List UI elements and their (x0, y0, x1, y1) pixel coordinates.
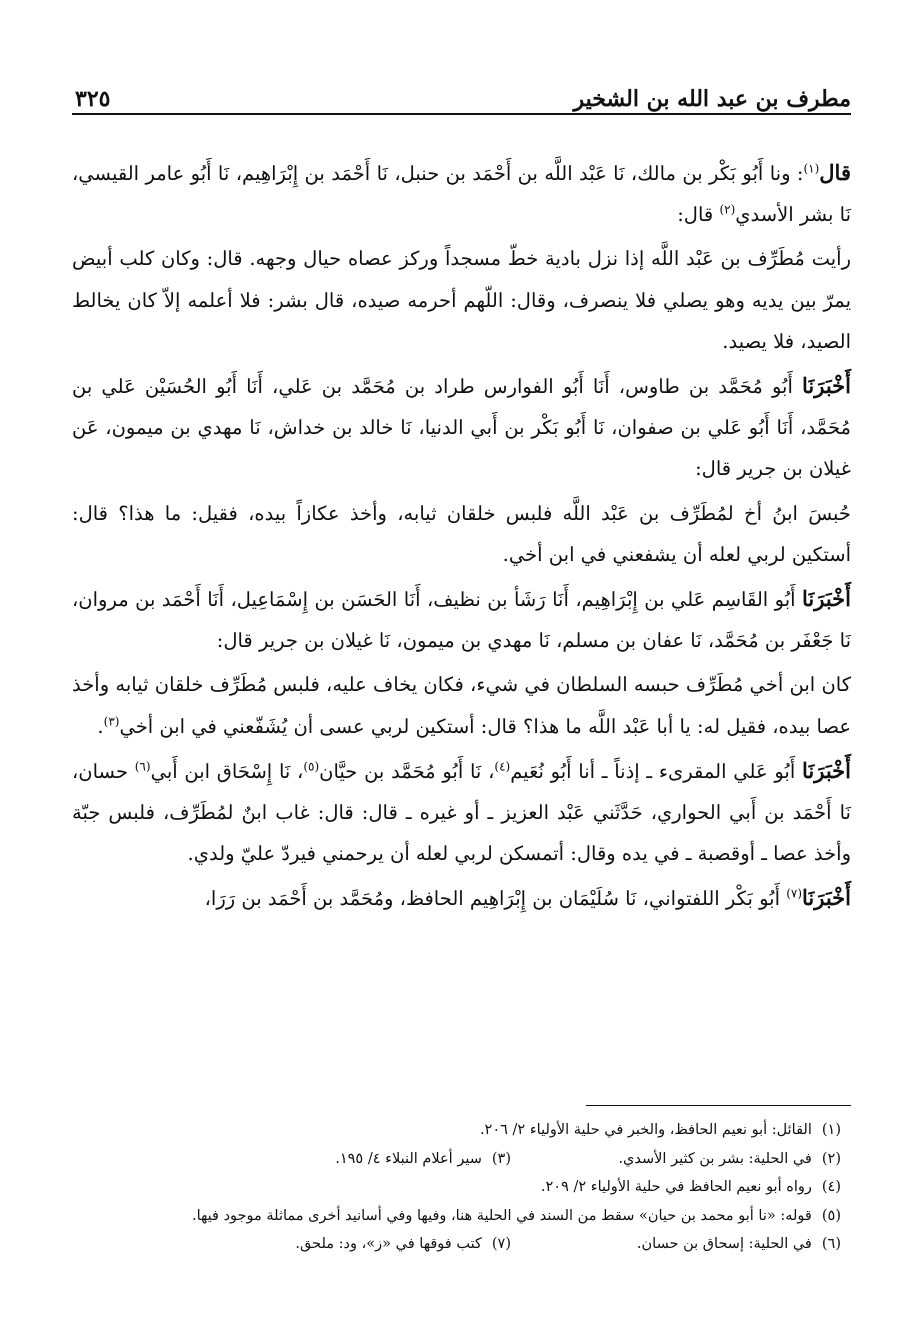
paragraph-7-text-c: ، نَا إِسْحَاق ابن أَبي (150, 759, 304, 783)
footnote-text: رواه أبو نعيم الحافظ في حلية الأولياء ٢/ ٢٠٩. (540, 1179, 812, 1195)
keyword-akhbarana: أَخْبَرَنَا (801, 757, 851, 783)
paragraph-7-text-b: ، نَا أَبُو مُحَمَّد بن حيَّان (319, 759, 495, 783)
footnote-7 (295, 1230, 511, 1259)
footnote-number: (٧) (491, 1236, 511, 1252)
footnote-rule (586, 1105, 851, 1106)
footnote-text: في الحلية: إسحاق بن حسان. (636, 1236, 812, 1252)
footnote-number: (٤) (821, 1179, 841, 1195)
keyword-akhbarana: أَخْبَرَنَا (802, 586, 851, 612)
footnote-number: (٦) (821, 1236, 841, 1252)
running-title: مطرف بن عبد الله بن الشخير (573, 86, 851, 112)
footnote-text: كتب فوقها في «ز»، ود: ملحق. (295, 1236, 482, 1252)
footnote-number: (٥) (821, 1207, 841, 1224)
paragraph-5 (72, 578, 851, 661)
footnote-row (72, 1202, 841, 1231)
paragraph-2: رأيت مُطَرِّف بن عَبْد اللَّه إذا نزل بادية خطّ مسجداً وركز عصاه حيال وجهه. قال: وكان كلب أبيض يمرّ بين يديه وهو يصلي فلا ينصرف، وقال: اللّهم أحرمه صيده، قال بشر: فلا أعلمه إلاّ كان يخالط الصيد، فلا يصيد. (72, 247, 851, 353)
paragraph-7-text-a: أَبُو عَلي المقرىء ـ إذناً ـ أنا أَبُو نُعَيم (510, 759, 802, 783)
keyword-akhbarana: أَخْبَرَنَا (802, 373, 851, 399)
paragraph-1-text: : ونا أَبُو بَكْر بن مالك، نَا عَبْد اللَّه بن أَحْمَد بن حنبل، نَا أَحْمَد بن إِبْرَاهِيم، نَا أَبُو عامر القيسي، نَا بشر الأسدي (72, 162, 851, 227)
footnote-1 (480, 1116, 841, 1145)
footnote-5 (192, 1202, 841, 1231)
page-number: ٣٢٥ (75, 86, 111, 112)
footnote-text: القائل: أبو نعيم الحافظ، والخبر في حلية الأولياء ٢/ ٢٠٦. (479, 1122, 812, 1138)
paragraph-7-text-d: حسان، نَا أَحْمَد بن أَبي الحواري، حَدَّثَني عَبْد العزيز ـ أو غيره ـ قال: قال: غاب ابنٌ لمُطَرِّف، فلبس جبّة وأخذ عصا ـ أوقصبة ـ في يده وقال: أتمسكن لربي لعله أن يرحمني فيردّ عليّ ولدي. (72, 759, 851, 866)
header-rule (72, 113, 851, 115)
footnote-text: في الحلية: بشر بن كثير الأسدي. (618, 1150, 812, 1167)
footnote-4 (541, 1173, 841, 1202)
footnote-ref-4: (٤) (494, 759, 511, 774)
paragraph-3 (72, 365, 851, 490)
footnote-row (72, 1116, 841, 1145)
footnote-row (72, 1173, 841, 1202)
footnote-row (72, 1145, 841, 1174)
paragraph-1-end: قال: (677, 203, 720, 227)
paragraph-6-end: . (97, 714, 104, 738)
paragraph-3-text: أَبُو مُحَمَّد بن طاوس، أَنَا أَبُو الفوارس طراد بن مُحَمَّد بن عَلي، أَنَا أَبُو الحُسَيْن عَلي بن مُحَمَّد، أَنَا أَبُو عَلي بن صفوان، نَا أَبُو بَكْر بن أَبي الدنيا، نَا خالد بن خداش، نَا مهدي بن ميمون، عَن غيلان بن جرير قال: (72, 375, 851, 481)
paragraph-1 (72, 152, 851, 235)
footnote-number: (١) (821, 1122, 841, 1138)
page-header (75, 78, 851, 112)
paragraph-6-text: كان ابن أخي مُطَرِّف حبسه السلطان في شيء، فكان يخاف عليه، فلبس مُطَرِّف خلقان ثيابه وأخذ عصا بيده، فقيل له: يا أبا عَبْد اللَّه ما هذا؟ قال: أستكين لربي عسى أن يُشَفّعني في ابن أخي (72, 673, 851, 738)
footnote-row (72, 1230, 841, 1259)
paragraph-6 (72, 664, 851, 746)
paragraph-8 (72, 877, 851, 919)
footnote-ref-6: (٦) (134, 759, 151, 774)
paragraph-8-text: أَبُو بَكْر اللفتواني، نَا سُلَيْمَان بن إِبْرَاهِيم الحافظ، ومُحَمَّد بن أَحْمَد بن رَرَا، (204, 887, 787, 911)
footnote-2 (511, 1145, 841, 1174)
footnote-3 (335, 1145, 511, 1174)
keyword-qal: قال (819, 160, 851, 185)
footnote-6 (511, 1230, 841, 1259)
paragraph-5-text: أَبُو القَاسِم عَلي بن إِبْرَاهِيم، أَنَا رَشَأ بن نظيف، أَنَا الحَسَن بن إِسْمَاعِيل، أَنَا أَحْمَد بن مروان، نَا جَعْفَر بن مُحَمَّد، نَا عفان بن مسلم، نَا مهدي بن ميمون، نَا غيلان بن جرير قال: (72, 588, 851, 653)
footnote-number: (٢) (821, 1150, 841, 1167)
footnotes (72, 1116, 841, 1259)
footnote-text: قوله: «نا أبو محمد بن حيان» سقط من السند في الحلية هنا، وفيها وفي أسانيد أخرى مماثلة موجود فيها. (191, 1207, 812, 1224)
paragraph-7 (72, 750, 851, 875)
main-text (72, 152, 851, 920)
footnote-ref-2: (٢) (719, 202, 736, 217)
keyword-akhbarana: أَخْبَرَنَا (802, 885, 851, 911)
footnote-number: (٣) (491, 1150, 511, 1167)
footnote-ref-5: (٥) (303, 759, 320, 774)
footnote-text: سير أعلام النبلاء ٤/ ١٩٥. (335, 1150, 482, 1167)
footnote-ref-3: (٣) (103, 714, 120, 729)
paragraph-4: حُبسَ ابنُ أخ لمُطَرِّف بن عَبْد اللَّه فلبس خلقان ثيابه، وأخذ عكازاً بيده، فقيل: ما هذا؟ قال: أستكين لربي لعله أن يشفعني في ابن أخي. (72, 501, 851, 566)
footnote-ref-1: (١) (803, 161, 820, 176)
footnote-ref-7: (٧) (786, 886, 803, 901)
